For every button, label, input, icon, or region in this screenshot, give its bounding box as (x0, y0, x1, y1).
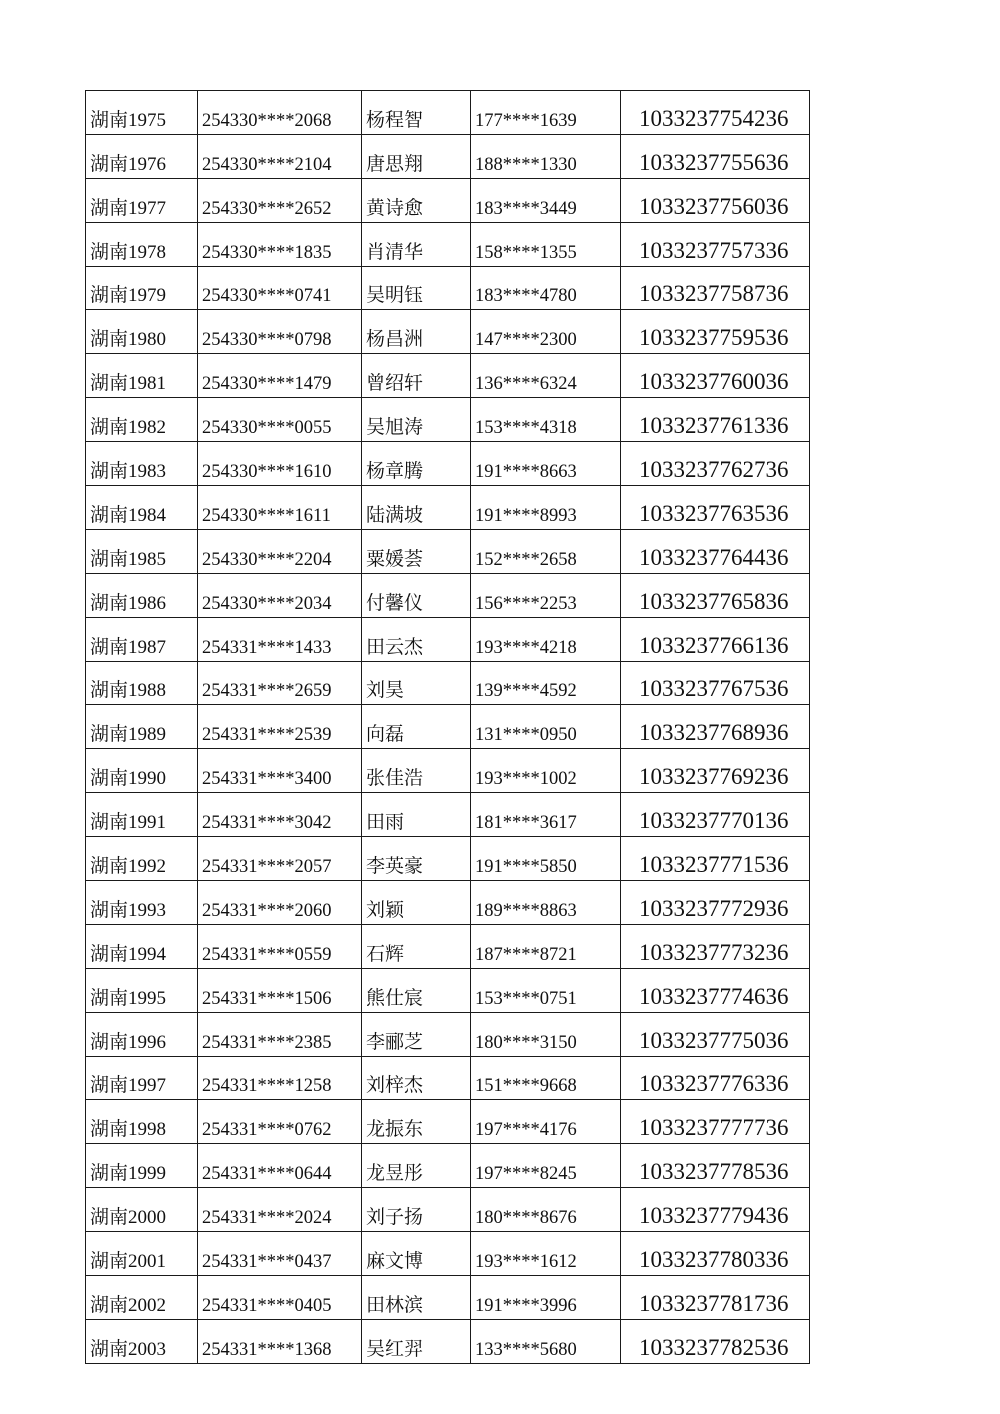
table-row (86, 1012, 810, 1056)
id-number-cell: 254331****3400 (198, 749, 362, 793)
table-row (86, 178, 810, 222)
code-cell: 1033237774636 (621, 968, 810, 1012)
table-row (86, 837, 810, 881)
person-name-cell: 张佳浩 (362, 749, 471, 793)
id-number-cell: 254330****2652 (198, 178, 362, 222)
table-row (86, 1232, 810, 1276)
table-row (86, 749, 810, 793)
code-cell: 1033237758736 (621, 266, 810, 310)
table-row (86, 1319, 810, 1363)
phone-cell: 193****1612 (471, 1232, 621, 1276)
person-name-cell: 吴明钰 (362, 266, 471, 310)
person-name-cell: 唐思翔 (362, 134, 471, 178)
phone-cell: 153****0751 (471, 968, 621, 1012)
id-number-cell: 254330****1479 (198, 354, 362, 398)
person-name-cell: 刘梓杰 (362, 1056, 471, 1100)
region-cell: 湖南2000 (86, 1188, 198, 1232)
table-row (86, 968, 810, 1012)
phone-cell: 180****3150 (471, 1012, 621, 1056)
table-row (86, 793, 810, 837)
code-cell: 1033237754236 (621, 91, 810, 135)
region-cell: 湖南1980 (86, 310, 198, 354)
phone-cell: 183****4780 (471, 266, 621, 310)
code-cell: 1033237777736 (621, 1100, 810, 1144)
person-name-cell: 陆满坡 (362, 486, 471, 530)
person-name-cell: 向磊 (362, 705, 471, 749)
code-cell: 1033237762736 (621, 442, 810, 486)
code-cell: 1033237778536 (621, 1144, 810, 1188)
table-row (86, 924, 810, 968)
region-cell: 湖南2001 (86, 1232, 198, 1276)
id-number-cell: 254330****1611 (198, 486, 362, 530)
region-cell: 湖南1998 (86, 1100, 198, 1144)
code-cell: 1033237782536 (621, 1319, 810, 1363)
id-number-cell: 254331****0762 (198, 1100, 362, 1144)
table-row (86, 705, 810, 749)
table-row (86, 486, 810, 530)
code-cell: 1033237781736 (621, 1276, 810, 1320)
region-cell: 湖南1992 (86, 837, 198, 881)
code-cell: 1033237764436 (621, 529, 810, 573)
phone-cell: 191****3996 (471, 1276, 621, 1320)
code-cell: 1033237776336 (621, 1056, 810, 1100)
person-name-cell: 熊仕宸 (362, 968, 471, 1012)
phone-cell: 187****8721 (471, 924, 621, 968)
code-cell: 1033237760036 (621, 354, 810, 398)
region-cell: 湖南1989 (86, 705, 198, 749)
region-cell: 湖南2003 (86, 1319, 198, 1363)
phone-cell: 183****3449 (471, 178, 621, 222)
table-row (86, 617, 810, 661)
region-cell: 湖南1990 (86, 749, 198, 793)
phone-cell: 188****1330 (471, 134, 621, 178)
code-cell: 1033237780336 (621, 1232, 810, 1276)
phone-cell: 153****4318 (471, 398, 621, 442)
code-cell: 1033237772936 (621, 881, 810, 925)
id-number-cell: 254331****2385 (198, 1012, 362, 1056)
code-cell: 1033237767536 (621, 661, 810, 705)
person-name-cell: 杨昌洲 (362, 310, 471, 354)
person-name-cell: 石辉 (362, 924, 471, 968)
table-row (86, 398, 810, 442)
id-number-cell: 254330****0798 (198, 310, 362, 354)
id-number-cell: 254331****1433 (198, 617, 362, 661)
id-number-cell: 254331****2060 (198, 881, 362, 925)
phone-cell: 156****2253 (471, 573, 621, 617)
person-name-cell: 付馨仪 (362, 573, 471, 617)
region-cell: 湖南1982 (86, 398, 198, 442)
phone-cell: 136****6324 (471, 354, 621, 398)
region-cell: 湖南1978 (86, 222, 198, 266)
id-number-cell: 254330****2068 (198, 91, 362, 135)
table-row (86, 1188, 810, 1232)
phone-cell: 193****4218 (471, 617, 621, 661)
region-cell: 湖南1976 (86, 134, 198, 178)
phone-cell: 191****8663 (471, 442, 621, 486)
phone-cell: 193****1002 (471, 749, 621, 793)
code-cell: 1033237757336 (621, 222, 810, 266)
phone-cell: 181****3617 (471, 793, 621, 837)
id-number-cell: 254331****0437 (198, 1232, 362, 1276)
table-row (86, 661, 810, 705)
id-number-cell: 254330****0055 (198, 398, 362, 442)
id-number-cell: 254331****0644 (198, 1144, 362, 1188)
person-name-cell: 龙昱彤 (362, 1144, 471, 1188)
phone-cell: 152****2658 (471, 529, 621, 573)
id-number-cell: 254330****2204 (198, 529, 362, 573)
code-cell: 1033237779436 (621, 1188, 810, 1232)
code-cell: 1033237763536 (621, 486, 810, 530)
code-cell: 1033237755636 (621, 134, 810, 178)
id-number-cell: 254331****2539 (198, 705, 362, 749)
table-row (86, 442, 810, 486)
code-cell: 1033237773236 (621, 924, 810, 968)
id-number-cell: 254331****2057 (198, 837, 362, 881)
person-name-cell: 曾绍轩 (362, 354, 471, 398)
person-name-cell: 李英豪 (362, 837, 471, 881)
person-name-cell: 刘颖 (362, 881, 471, 925)
table-row (86, 1144, 810, 1188)
code-cell: 1033237765836 (621, 573, 810, 617)
region-cell: 湖南1984 (86, 486, 198, 530)
person-name-cell: 杨章腾 (362, 442, 471, 486)
region-cell: 湖南1993 (86, 881, 198, 925)
table-row (86, 222, 810, 266)
phone-cell: 197****4176 (471, 1100, 621, 1144)
table-row (86, 1276, 810, 1320)
person-name-cell: 吴红羿 (362, 1319, 471, 1363)
region-cell: 湖南1987 (86, 617, 198, 661)
person-name-cell: 肖清华 (362, 222, 471, 266)
person-name-cell: 田林滨 (362, 1276, 471, 1320)
table-row (86, 266, 810, 310)
id-number-cell: 254331****3042 (198, 793, 362, 837)
phone-cell: 177****1639 (471, 91, 621, 135)
table-row (86, 134, 810, 178)
phone-cell: 197****8245 (471, 1144, 621, 1188)
region-cell: 湖南1983 (86, 442, 198, 486)
code-cell: 1033237761336 (621, 398, 810, 442)
phone-cell: 151****9668 (471, 1056, 621, 1100)
region-cell: 湖南1997 (86, 1056, 198, 1100)
person-name-cell: 杨程智 (362, 91, 471, 135)
phone-cell: 147****2300 (471, 310, 621, 354)
phone-cell: 189****8863 (471, 881, 621, 925)
region-cell: 湖南1979 (86, 266, 198, 310)
person-name-cell: 刘昊 (362, 661, 471, 705)
person-name-cell: 田雨 (362, 793, 471, 837)
person-name-cell: 刘子扬 (362, 1188, 471, 1232)
table-row (86, 881, 810, 925)
region-cell: 湖南1988 (86, 661, 198, 705)
id-number-cell: 254331****0405 (198, 1276, 362, 1320)
table-body (86, 91, 810, 1364)
table-row (86, 91, 810, 135)
id-number-cell: 254330****1835 (198, 222, 362, 266)
region-cell: 湖南1985 (86, 529, 198, 573)
region-cell: 湖南1986 (86, 573, 198, 617)
person-name-cell: 田云杰 (362, 617, 471, 661)
code-cell: 1033237775036 (621, 1012, 810, 1056)
region-cell: 湖南1975 (86, 91, 198, 135)
id-number-cell: 254330****0741 (198, 266, 362, 310)
code-cell: 1033237766136 (621, 617, 810, 661)
region-cell: 湖南1995 (86, 968, 198, 1012)
table-row (86, 573, 810, 617)
region-cell: 湖南1977 (86, 178, 198, 222)
region-cell: 湖南1991 (86, 793, 198, 837)
code-cell: 1033237770136 (621, 793, 810, 837)
code-cell: 1033237771536 (621, 837, 810, 881)
person-name-cell: 黄诗愈 (362, 178, 471, 222)
id-number-cell: 254331****1258 (198, 1056, 362, 1100)
code-cell: 1033237759536 (621, 310, 810, 354)
region-cell: 湖南1996 (86, 1012, 198, 1056)
id-number-cell: 254331****1368 (198, 1319, 362, 1363)
phone-cell: 131****0950 (471, 705, 621, 749)
id-number-cell: 254331****1506 (198, 968, 362, 1012)
table-row (86, 1100, 810, 1144)
id-number-cell: 254331****0559 (198, 924, 362, 968)
id-number-cell: 254330****2034 (198, 573, 362, 617)
phone-cell: 191****5850 (471, 837, 621, 881)
code-cell: 1033237769236 (621, 749, 810, 793)
id-number-cell: 254331****2024 (198, 1188, 362, 1232)
region-cell: 湖南1999 (86, 1144, 198, 1188)
id-number-cell: 254331****2659 (198, 661, 362, 705)
table-row (86, 310, 810, 354)
region-cell: 湖南2002 (86, 1276, 198, 1320)
table-row (86, 529, 810, 573)
code-cell: 1033237756036 (621, 178, 810, 222)
person-name-cell: 麻文博 (362, 1232, 471, 1276)
region-cell: 湖南1981 (86, 354, 198, 398)
table-row (86, 1056, 810, 1100)
person-name-cell: 粟媛荟 (362, 529, 471, 573)
id-number-cell: 254330****1610 (198, 442, 362, 486)
code-cell: 1033237768936 (621, 705, 810, 749)
phone-cell: 180****8676 (471, 1188, 621, 1232)
id-number-cell: 254330****2104 (198, 134, 362, 178)
phone-cell: 133****5680 (471, 1319, 621, 1363)
spreadsheet-page (85, 90, 809, 1364)
phone-cell: 191****8993 (471, 486, 621, 530)
phone-cell: 139****4592 (471, 661, 621, 705)
person-name-cell: 龙振东 (362, 1100, 471, 1144)
region-cell: 湖南1994 (86, 924, 198, 968)
table-row (86, 354, 810, 398)
person-name-cell: 吴旭涛 (362, 398, 471, 442)
phone-cell: 158****1355 (471, 222, 621, 266)
person-name-cell: 李郦芝 (362, 1012, 471, 1056)
record-table (85, 90, 810, 1364)
